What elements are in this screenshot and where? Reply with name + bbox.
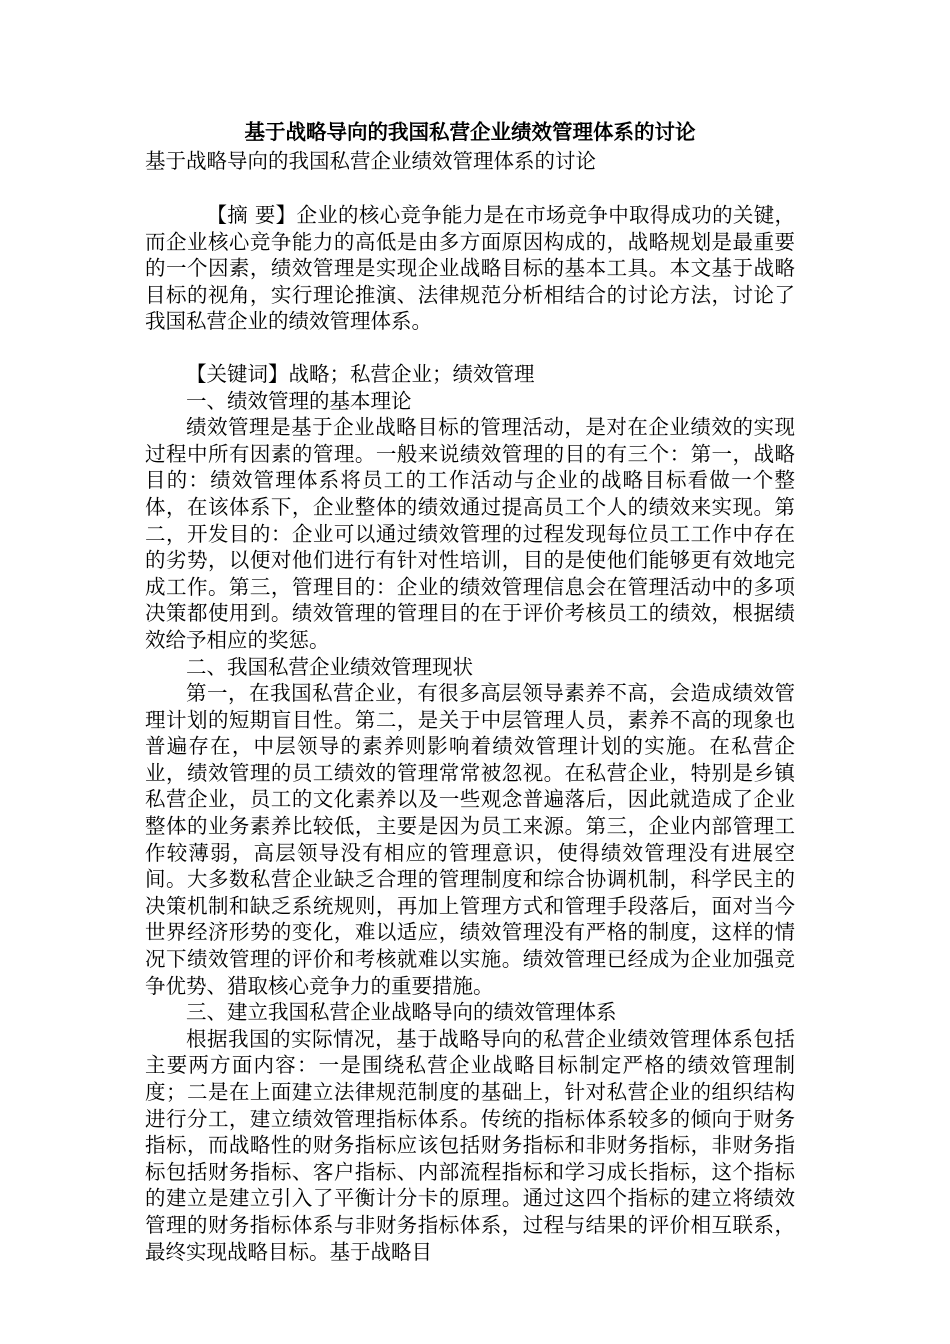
section-3-heading: 三、建立我国私营企业战略导向的绩效管理体系 [186,1000,617,1025]
document-subtitle: 基于战略导向的我国私营企业绩效管理体系的讨论 [145,149,596,173]
keywords-line: 【关键词】战略；私营企业；绩效管理 [186,361,535,386]
section-1-heading: 一、绩效管理的基本理论 [186,388,412,413]
section-1-body: 绩效管理是基于企业战略目标的管理活动，是对在企业绩效的实现过程中所有因素的管理。一般来说绩效管理的目的有三个：第一，战略目的：绩效管理体系将员工的工作活动与企业的战略目标看做一个整体，在该体系下，企业整体的绩效通过提高员工个人的绩效来实现。第二，开发目的：企业可以通过绩效管理的过程发现每位员工工作中存在的劣势，以便对他们进行有针对性培训，目的是使他们能够更有效地完成工作。第三，管理目的：企业的绩效管理信息会在管理活动中的多项决策都使用到。绩效管理的管理目的在于评价考核员工的绩效，根据绩效给予相应的奖惩。 [145,415,795,652]
document-page [145,118,795,1265]
section-2-heading: 二、我国私营企业绩效管理现状 [186,654,473,679]
section-2-body: 第一，在我国私营企业，有很多高层领导素养不高，会造成绩效管理计划的短期盲目性。第二，是关于中层管理人员，素养不高的现象也普遍存在，中层领导的素养则影响着绩效管理计划的实施。在私营企业，绩效管理的员工绩效的管理常常被忽视。在私营企业，特别是乡镇私营企业，员工的文化素养以及一些观念普遍落后，因此就造成了企业整体的业务素养比较低，主要是因为员工来源。第三，企业内部管理工作较薄弱，高层领导没有相应的管理意识，使得绩效管理没有进展空间。大多数私营企业缺乏合理的管理制度和综合协调机制，科学民主的决策机制和缺乏系统规则，再加上管理方式和管理手段落后，面对当今世界经济形势的变化，难以适应，绩效管理没有严格的制度，这样的情况下绩效管理的评价和考核就难以实施。绩效管理已经成为企业加强竞争优势、猎取核心竞争力的重要措施。 [145,681,795,998]
document-title: 基于战略导向的我国私营企业绩效管理体系的讨论 [244,120,696,144]
abstract-paragraph: 【摘 要】企业的核心竞争能力是在市场竞争中取得成功的关键，而企业核心竞争能力的高低是由多方面原因构成的，战略规划是最重要的一个因素，绩效管理是实现企业战略目标的基本工具。本文基于战略目标的视角，实行理论推演、法律规范分析相结合的讨论方法，讨论了我国私营企业的绩效管理体系。 [145,203,795,334]
section-3-body: 根据我国的实际情况，基于战略导向的私营企业绩效管理体系包括主要两方面内容：一是围绕私营企业战略目标制定严格的绩效管理制度；二是在上面建立法律规范制度的基础上，针对私营企业的组织结构进行分工，建立绩效管理指标体系。传统的指标体系较多的倾向于财务指标，而战略性的财务指标应该包括财务指标和非财务指标，非财务指标包括财务指标、客户指标、内部流程指标和学习成长指标，这个指标的建立是建立引入了平衡计分卡的原理。通过这四个指标的建立将绩效管理的财务指标体系与非财务指标体系，过程与结果的评价相互联系，最终实现战略目标。基于战略目 [145,1026,795,1264]
